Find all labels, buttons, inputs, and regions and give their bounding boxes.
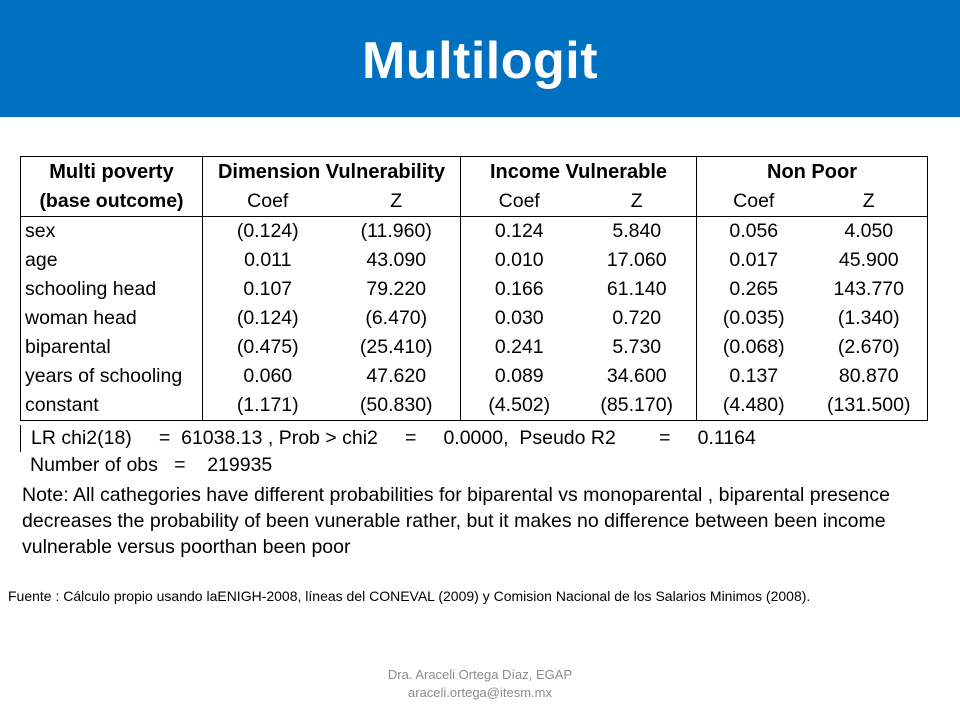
z-cell: (11.960)	[333, 217, 461, 247]
row-label: biparental	[21, 333, 203, 362]
coef-cell: 0.137	[729, 365, 779, 387]
coef-cell: (0.124)	[236, 220, 299, 242]
results-table-wrap	[20, 156, 928, 421]
z-cell: (25.410)	[333, 333, 461, 362]
z-cell: 143.770	[811, 275, 928, 304]
header-row-1	[21, 157, 928, 188]
coef-cell: 0.030	[494, 307, 544, 329]
coef-cell: (0.068)	[722, 336, 785, 358]
header-income-vulnerable: Income Vulnerable	[461, 157, 697, 188]
z-cell: (131.500)	[811, 391, 928, 421]
header-z: Z	[578, 187, 697, 217]
table-row	[21, 217, 928, 247]
row-label: woman head	[21, 304, 203, 333]
coef-cell: 0.060	[243, 365, 293, 387]
coef-cell: 0.017	[729, 249, 779, 271]
footer	[0, 666, 960, 702]
z-cell: 79.220	[333, 275, 461, 304]
coef-cell: (0.035)	[722, 307, 785, 329]
source-text: Fuente : Cálculo propio usando laENIGH-2008, líneas del CONEVAL (2009) y Comision Nacional de los Salarios Minimos (2008).	[8, 588, 811, 604]
coef-cell: 0.124	[494, 220, 544, 242]
header-coef: Coef	[697, 187, 811, 217]
header-coef: Coef	[461, 187, 578, 217]
z-cell: 34.600	[578, 362, 697, 391]
z-cell: 43.090	[333, 246, 461, 275]
z-cell: (85.170)	[578, 391, 697, 421]
header-z: Z	[333, 187, 461, 217]
header-non-poor: Non Poor	[697, 157, 928, 188]
coef-cell: 0.166	[494, 278, 544, 300]
note-text: Note: All cathegories have different probabilities for biparental vs monoparental , biparental presence decreases the probability of been vunerable rather, but it makes no difference between been income vulnerable versus poorthan been poor	[22, 484, 890, 558]
z-cell: 80.870	[811, 362, 928, 391]
coef-cell: 0.265	[729, 278, 779, 300]
row-label: sex	[21, 217, 203, 247]
z-cell: 5.840	[578, 217, 697, 247]
z-cell: (6.470)	[333, 304, 461, 333]
z-cell: (2.670)	[811, 333, 928, 362]
coef-cell: (4.502)	[461, 391, 578, 421]
coef-cell: (4.480)	[697, 391, 811, 421]
slide-title: Multilogit	[361, 31, 599, 90]
coef-cell: 0.010	[494, 249, 544, 271]
footer-author: Dra. Araceli Ortega Díaz, EGAP	[387, 667, 573, 682]
header-multi-poverty: Multi poverty	[21, 157, 203, 188]
table-row	[21, 246, 928, 275]
footer-email: araceli.ortega@itesm.mx	[408, 685, 552, 700]
lr-chi2-line: LR chi2(18) = 61038.13 , Prob > chi2 = 0.0000, Pseudo R2 = 0.1164	[20, 425, 756, 452]
z-cell: (50.830)	[333, 391, 461, 421]
row-label: age	[21, 246, 203, 275]
coef-cell: 0.107	[243, 278, 293, 300]
header-dimension-vulnerability: Dimension Vulnerability	[203, 157, 461, 188]
table-row	[21, 362, 928, 391]
table-row	[21, 391, 928, 421]
z-cell: 47.620	[333, 362, 461, 391]
results-table	[20, 156, 928, 421]
header-base-outcome: (base outcome)	[21, 187, 203, 217]
table-row	[21, 333, 928, 362]
coef-cell: 0.011	[244, 249, 292, 271]
z-cell: 17.060	[578, 246, 697, 275]
table-row	[21, 304, 928, 333]
coef-cell: 0.089	[494, 365, 544, 387]
z-cell: 61.140	[578, 275, 697, 304]
coef-cell: 0.056	[729, 220, 779, 242]
z-cell: (1.340)	[811, 304, 928, 333]
row-label: constant	[21, 391, 203, 421]
title-bar	[0, 0, 960, 117]
coef-cell: 0.241	[494, 336, 544, 358]
z-cell: 0.720	[578, 304, 697, 333]
number-of-obs-line: Number of obs = 219935	[30, 454, 273, 476]
table-body	[21, 217, 928, 421]
coef-cell: (0.475)	[236, 336, 299, 358]
header-z: Z	[811, 187, 928, 217]
header-coef: Coef	[203, 187, 333, 217]
header-row-2	[21, 187, 928, 217]
coef-cell: (1.171)	[203, 391, 333, 421]
table-row	[21, 275, 928, 304]
z-cell: 5.730	[578, 333, 697, 362]
row-label: schooling head	[21, 275, 203, 304]
row-label: years of schooling	[21, 362, 203, 391]
coef-cell: (0.124)	[236, 307, 299, 329]
z-cell: 4.050	[811, 217, 928, 247]
z-cell: 45.900	[811, 246, 928, 275]
